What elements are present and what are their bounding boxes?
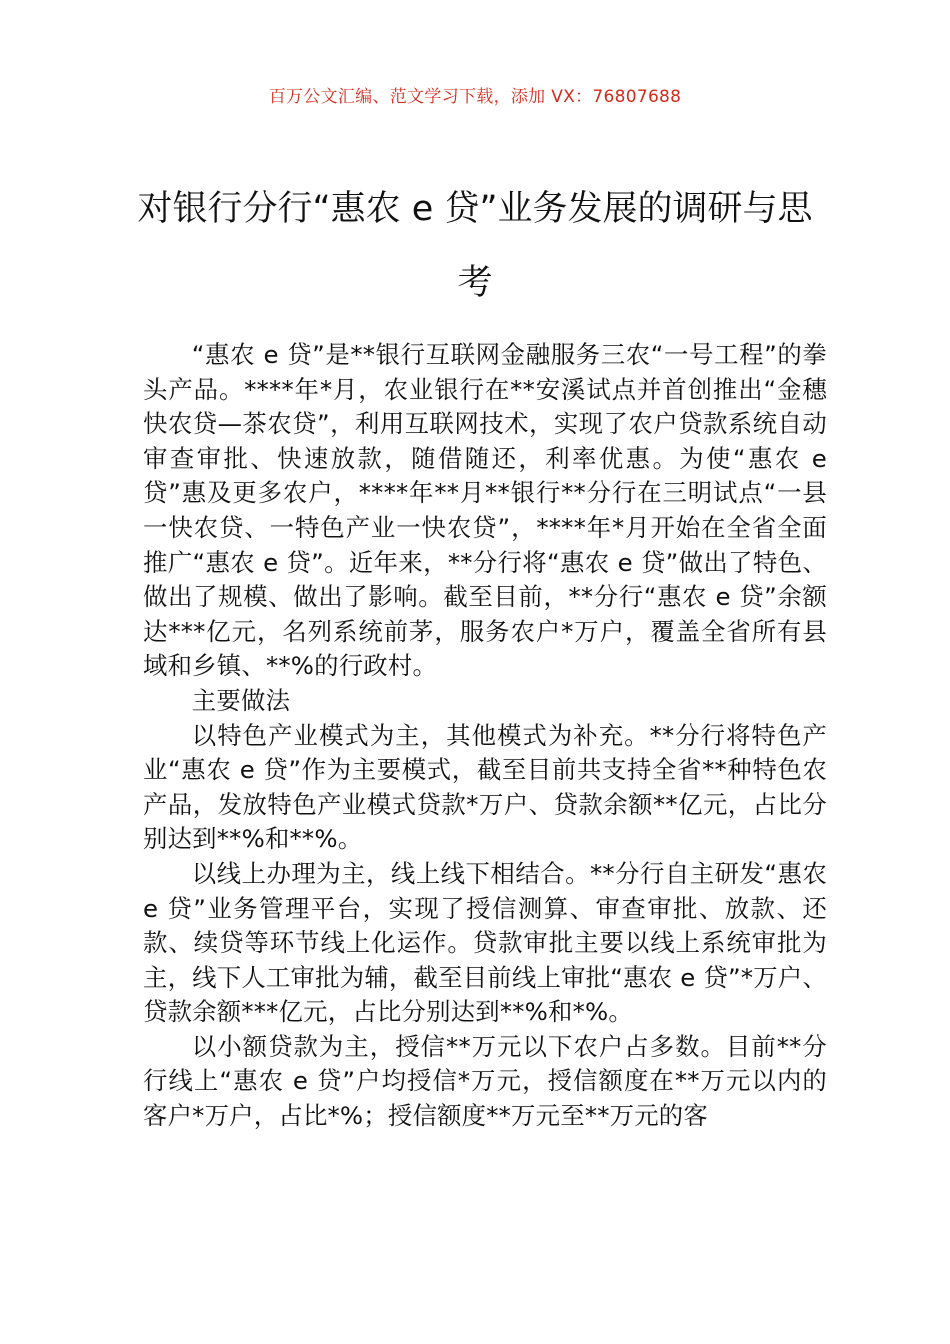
paragraph-small-loans: 以小额贷款为主，授信**万元以下农户占多数。目前**分行线上“惠农 e 贷”户均授信*万元，授信额度在**万元以内的客户*万户，占比*%；授信额度**万元至**万元的客 <box>143 1031 827 1131</box>
paragraph-specialty-industry: 以特色产业模式为主，其他模式为补充。**分行将特色产业“惠农 e 贷”作为主要模式，截至目前共支持全省**种特色农产品，发放特色产业模式贷款*万户、贷款余额**亿元，占比分别达到**%和**%。 <box>143 720 827 854</box>
paragraph-online-processing: 以线上办理为主，线上线下相结合。**分行自主研发“惠农 e 贷”业务管理平台，实现了授信测算、审查审批、放款、还款、续贷等环节线上化运作。贷款审批主要以线上系统审批为主，线下人工审批为辅，截至目前线上审批“惠农 e 贷”*万户、贷款余额***亿元，占比分别达到**%和*%。 <box>143 858 827 1027</box>
document-title: 对银行分行“惠农 e 贷”业务发展的调研与思考 <box>137 189 813 303</box>
document-body <box>143 338 827 1134</box>
paragraph-intro: “惠农 e 贷”是**银行互联网金融服务三农“一号工程”的拳头产品。****年*月，农业银行在**安溪试点并首创推出“金穗快农贷—茶农贷”，利用互联网技术，实现了农户贷款系统自动审查审批、快速放款，随借随还，利率优惠。为使“惠农 e 贷”惠及更多农户，****年**月**银行**分行在三明试点“一县一快农贷、一特色产业一快农贷”，****年*月开始在全省全面推广“惠农 e 贷”。近年来，**分行将“惠农 e 贷”做出了特色、做出了规模、做出了影响。截至目前，**分行“惠农 e 贷”余额达***亿元，名列系统前茅，服务农户*万户，覆盖全省所有县域和乡镇、**%的行政村。 <box>143 340 827 681</box>
section-heading-main-practices: 主要做法 <box>191 685 291 715</box>
header-banner: 百万公文汇编、范文学习下载，添加 VX：76807688 <box>268 87 682 107</box>
